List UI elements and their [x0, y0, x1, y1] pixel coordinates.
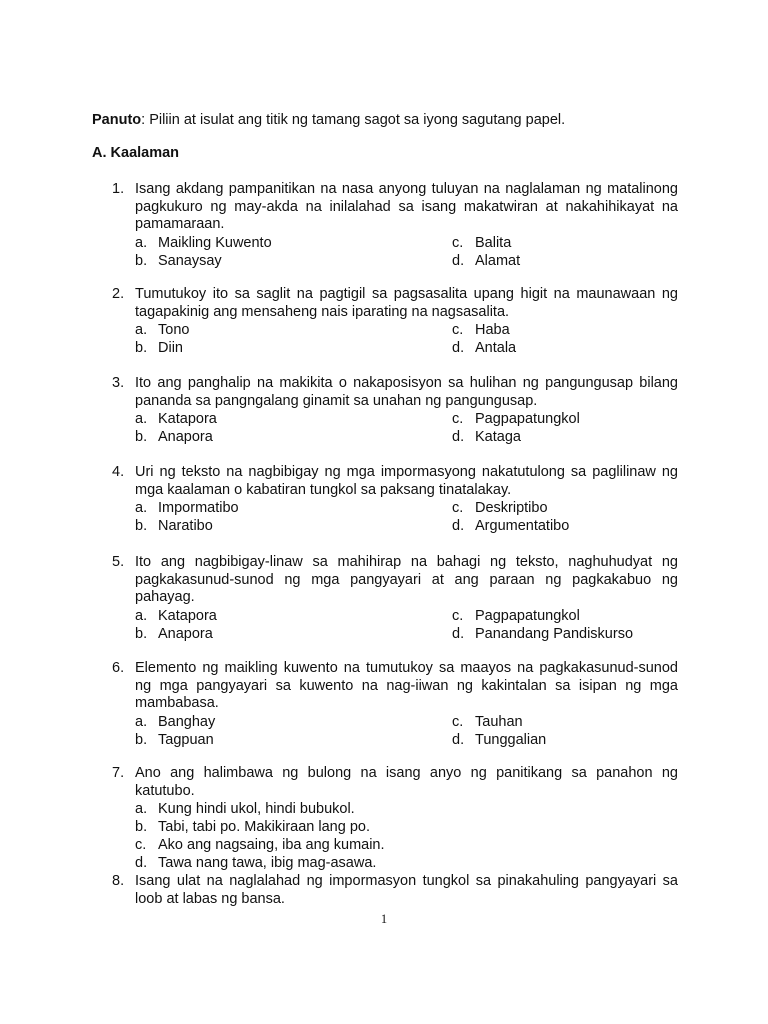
choice-text: Kataga: [475, 429, 521, 445]
question-text: Isang akdang pampanitikan na nasa anyong tuluyan na naglalaman ng matalinong pagkukuro ng may-akda na inilalahad sa isang makatwiran at nakahihikayat na pamamaraan.: [135, 181, 678, 232]
choice-list: [135, 234, 678, 270]
choice-a: [135, 321, 452, 339]
choice-a: [135, 607, 452, 625]
instructions-label: Panuto: [92, 112, 142, 128]
question-4: [112, 464, 678, 535]
choice-text: Balita: [475, 234, 512, 251]
question-6: [112, 660, 678, 749]
choice-letter: c.: [452, 500, 464, 516]
choice-list: [135, 800, 678, 872]
question-number: 7.: [112, 765, 125, 781]
choice-d: [452, 428, 678, 446]
choice-text: Naratibo: [158, 518, 213, 534]
choice-text: Pagpapatungkol: [475, 607, 580, 624]
choice-text: Tawa nang tawa, ibig mag-asawa.: [158, 855, 377, 871]
choice-letter: d.: [452, 252, 465, 269]
question-8: [112, 873, 678, 908]
choice-letter: b.: [135, 429, 148, 445]
choice-d: [452, 517, 678, 535]
choice-list: [135, 410, 678, 446]
question-text: Uri ng teksto na nagbibigay ng mga impormasyong nakatutulong sa paglilinaw ng mga kaalaman o kabatiran tungkol sa paksang tinatalakay.: [135, 464, 678, 498]
choice-text: Haba: [475, 322, 510, 338]
choice-list: [135, 499, 678, 535]
choice-letter: a.: [135, 500, 148, 516]
choice-text: Kung hindi ukol, hindi bubukol.: [158, 801, 355, 817]
choice-letter: d.: [452, 340, 465, 356]
question-text: Ito ang panghalip na makikita o nakaposisyon sa hulihan ng pangungusap bilang pananda sa pangngalang ginamit sa unahan ng pangungusap.: [135, 375, 678, 409]
choice-letter: a.: [135, 234, 148, 251]
choice-d: [135, 854, 678, 872]
choice-letter: d.: [452, 625, 465, 642]
choice-b: [135, 625, 452, 643]
choice-letter: d.: [452, 518, 465, 534]
question-number: 5.: [112, 554, 125, 570]
choice-text: Impormatibo: [158, 500, 239, 516]
question-text: Ano ang halimbawa ng bulong na isang anyo ng panitikang sa panahon ng katutubo.: [135, 765, 678, 799]
page-number: 1: [380, 912, 388, 926]
choice-text: Diin: [158, 340, 183, 356]
choice-c: [452, 713, 678, 731]
choice-text: Ako ang nagsaing, iba ang kumain.: [158, 837, 385, 853]
question-number: 3.: [112, 375, 125, 391]
choice-letter: a.: [135, 411, 148, 427]
choice-letter: c.: [452, 234, 464, 251]
choice-b: [135, 339, 452, 357]
choice-c: [452, 410, 678, 428]
question-5: [112, 554, 678, 643]
choice-a: [135, 800, 678, 818]
choice-letter: b.: [135, 731, 148, 748]
choice-text: Tunggalian: [475, 731, 547, 748]
choice-c: [452, 321, 678, 339]
choice-letter: c.: [452, 411, 464, 427]
choice-a: [135, 713, 452, 731]
question-text: Tumutukoy ito sa saglit na pagtigil sa pagsasalita upang higit na maunawaan ng tagapakinig ang mensaheng nais iparating na nagsasalita.: [135, 286, 678, 320]
choice-letter: a.: [135, 801, 148, 817]
choice-c: [452, 499, 678, 517]
question-number: 2.: [112, 286, 125, 302]
choice-text: Tabi, tabi po. Makikiraan lang po.: [158, 819, 370, 835]
choice-letter: b.: [135, 340, 148, 356]
choice-letter: d.: [452, 731, 465, 748]
choice-text: Antala: [475, 340, 517, 356]
section-title: A. Kaalaman: [92, 145, 180, 161]
choice-text: Anapora: [158, 625, 213, 642]
choice-d: [452, 252, 678, 270]
choice-text: Maikling Kuwento: [158, 234, 272, 251]
question-1: [112, 181, 678, 270]
choice-list: [135, 607, 678, 643]
choice-letter: a.: [135, 322, 148, 338]
choice-c: [135, 836, 678, 854]
choice-text: Argumentatibo: [475, 518, 570, 534]
choice-letter: c.: [452, 713, 464, 730]
question-7: [112, 765, 678, 872]
choice-a: [135, 410, 452, 428]
choice-letter: a.: [135, 713, 148, 730]
choice-b: [135, 818, 678, 836]
question-number: 1.: [112, 181, 125, 197]
choice-letter: c.: [452, 322, 464, 338]
choice-letter: b.: [135, 625, 148, 642]
question-text: Isang ulat na naglalahad ng impormasyon tungkol sa pinakahuling pangyayari sa loob at labas ng bansa.: [135, 873, 678, 907]
choice-d: [452, 731, 678, 749]
choice-c: [452, 234, 678, 252]
choice-a: [135, 234, 452, 252]
choice-b: [135, 252, 452, 270]
question-number: 6.: [112, 660, 125, 676]
choice-c: [452, 607, 678, 625]
question-number: 4.: [112, 464, 125, 480]
instructions-text: : Piliin at isulat ang titik ng tamang sagot sa iyong sagutang papel.: [141, 112, 566, 128]
choice-letter: b.: [135, 819, 148, 835]
choice-text: Tagpuan: [158, 731, 214, 748]
choice-text: Tono: [158, 322, 190, 338]
choice-list: [135, 321, 678, 357]
question-text: Elemento ng maikling kuwento na tumutukoy sa maayos na pagkakasunud-sunod ng mga pangyayari sa kuwento na nag-iiwan ng kakintalan sa isipan ng mga mambabasa.: [135, 660, 678, 711]
choice-text: Sanaysay: [158, 252, 222, 269]
choice-text: Banghay: [158, 713, 216, 730]
choice-d: [452, 339, 678, 357]
choice-list: [135, 713, 678, 749]
question-text: Ito ang nagbibigay-linaw sa mahihirap na bahagi ng teksto, naghuhudyat ng pagkakasunud-sunod ng mga pangyayari at ang paraan ng pagkakabuo ng pahayag.: [135, 554, 678, 605]
choice-letter: d.: [135, 855, 148, 871]
choice-text: Panandang Pandiskurso: [475, 625, 634, 642]
question-2: [112, 286, 678, 357]
choice-a: [135, 499, 452, 517]
choice-text: Pagpapatungkol: [475, 411, 580, 427]
choice-text: Katapora: [158, 607, 217, 624]
choice-letter: a.: [135, 607, 148, 624]
choice-letter: b.: [135, 252, 148, 269]
choice-text: Alamat: [475, 252, 521, 269]
choice-d: [452, 625, 678, 643]
question-number: 8.: [112, 873, 125, 889]
instructions: [92, 111, 692, 129]
question-3: [112, 375, 678, 446]
choice-letter: b.: [135, 518, 148, 534]
choice-b: [135, 731, 452, 749]
choice-b: [135, 428, 452, 446]
choice-text: Tauhan: [475, 713, 523, 730]
choice-b: [135, 517, 452, 535]
choice-letter: d.: [452, 429, 465, 445]
choice-letter: c.: [135, 837, 147, 853]
choice-text: Katapora: [158, 411, 217, 427]
choice-letter: c.: [452, 607, 464, 624]
choice-text: Deskriptibo: [475, 500, 548, 516]
choice-text: Anapora: [158, 429, 213, 445]
